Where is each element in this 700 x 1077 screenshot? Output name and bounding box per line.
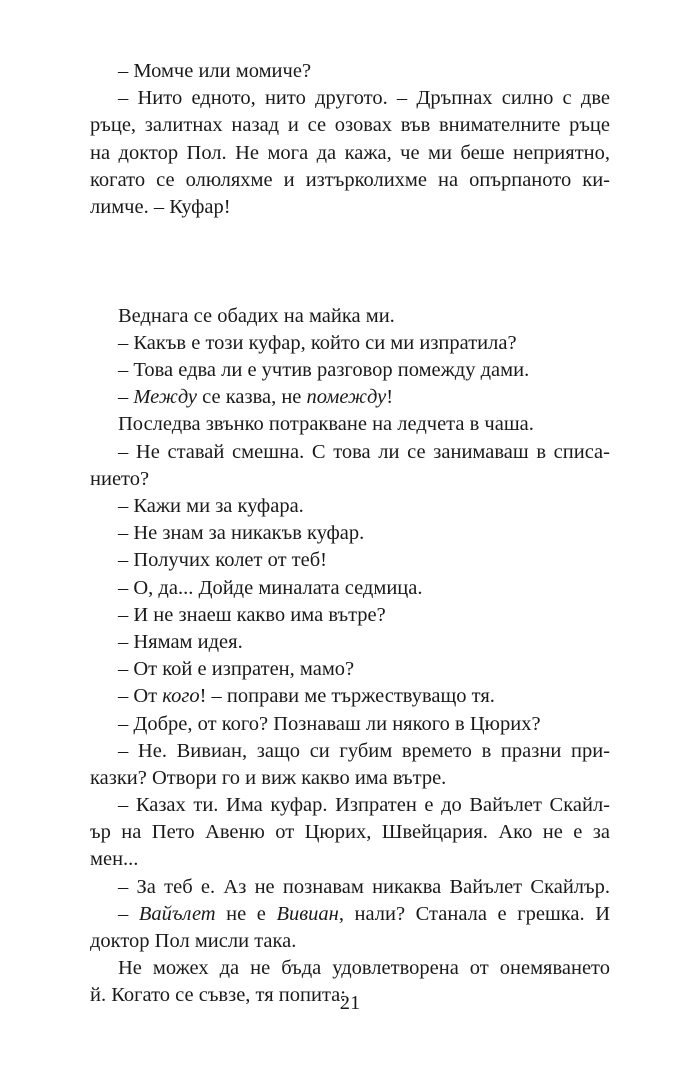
text-line: – Момче или момиче? <box>118 60 312 82</box>
book-page-text <box>90 58 610 1010</box>
text-line: на доктор Пол. Не мога да кажа, че ми беше неприятно, <box>90 141 610 164</box>
section-break <box>90 221 610 303</box>
text-line: – Това едва ли е учтив разговор помежду дами. <box>118 359 530 382</box>
text-line <box>90 683 610 710</box>
text-line: – Добре, от кого? Познаваш ли някого в Цюрих? <box>118 712 541 735</box>
page-number: 21 <box>339 992 361 1014</box>
italic-text: кого <box>162 685 200 708</box>
text-run: се казва, не <box>197 386 307 409</box>
text-line: Не можех да не бъда удовлетворена от онемяването <box>118 957 610 980</box>
text-line: – От кой е изпратен, мамо? <box>118 658 355 681</box>
text-line: – Какъв е този куфар, който си ми изпратила? <box>118 331 517 354</box>
text-line: доктор Пол мисли така. <box>90 930 297 953</box>
text-line: – Не ставай смешна. С това ли се занимаваш в списа- <box>118 440 610 463</box>
text-line: казки? Отвори го и виж какво има вътре. <box>90 766 447 789</box>
text-line: мен... <box>90 848 139 871</box>
text-run: не е <box>215 902 277 925</box>
text-line: – Нито едното, нито другото. – Дръпнах силно с две <box>118 87 610 110</box>
text-run: ! <box>386 386 394 409</box>
text-line: – За теб е. Аз не познавам никаква Вайълет Скайлър. <box>118 875 610 898</box>
text-line: ър на Пето Авеню от Цюрих, Швейцария. Ако не е за <box>90 821 610 844</box>
italic-text: Вайълет <box>138 902 216 925</box>
text-line: когато се олюляхме и изтърколихме на опърпаното ки- <box>90 168 610 191</box>
text-line: – И не знаеш какво има вътре? <box>118 603 386 626</box>
italic-text: Между <box>133 386 198 409</box>
italic-text: помежду <box>306 386 387 409</box>
text-run: – <box>118 386 134 409</box>
text-line: – Не. Вивиан, защо си губим времето в празни при- <box>118 739 610 762</box>
text-line: й. Когато се съвзе, тя попита: <box>90 984 346 1007</box>
text-line: нието? <box>90 467 150 490</box>
text-line: – Получих колет от теб! <box>118 549 327 572</box>
text-line: лимче. – Куфар! <box>90 195 231 218</box>
text-run: ! – поправи ме тържествуващо тя. <box>199 685 495 708</box>
text-run: – <box>118 902 139 925</box>
text-line <box>90 384 610 411</box>
text-line: – О, да... Дойде миналата седмица. <box>118 576 423 599</box>
text-line: ръце, залитнах назад и се озовах във внимателните ръце <box>90 114 610 137</box>
text-run: , нали? Станала е грешка. И <box>338 902 610 925</box>
text-line <box>90 901 610 928</box>
text-line: – Кажи ми за куфара. <box>118 495 304 518</box>
text-line: – Не знам за никакъв куфар. <box>118 522 365 545</box>
text-line: Последва звънко потракване на ледчета в чаша. <box>118 413 534 436</box>
text-run: – От <box>118 685 163 708</box>
text-line: – Нямам идея. <box>118 630 243 653</box>
text-line: Веднага се обадих на майка ми. <box>118 304 395 327</box>
text-line: – Казах ти. Има куфар. Изпратен е до Вайълет Скайл- <box>118 794 610 817</box>
italic-text: Вивиан <box>276 902 339 925</box>
